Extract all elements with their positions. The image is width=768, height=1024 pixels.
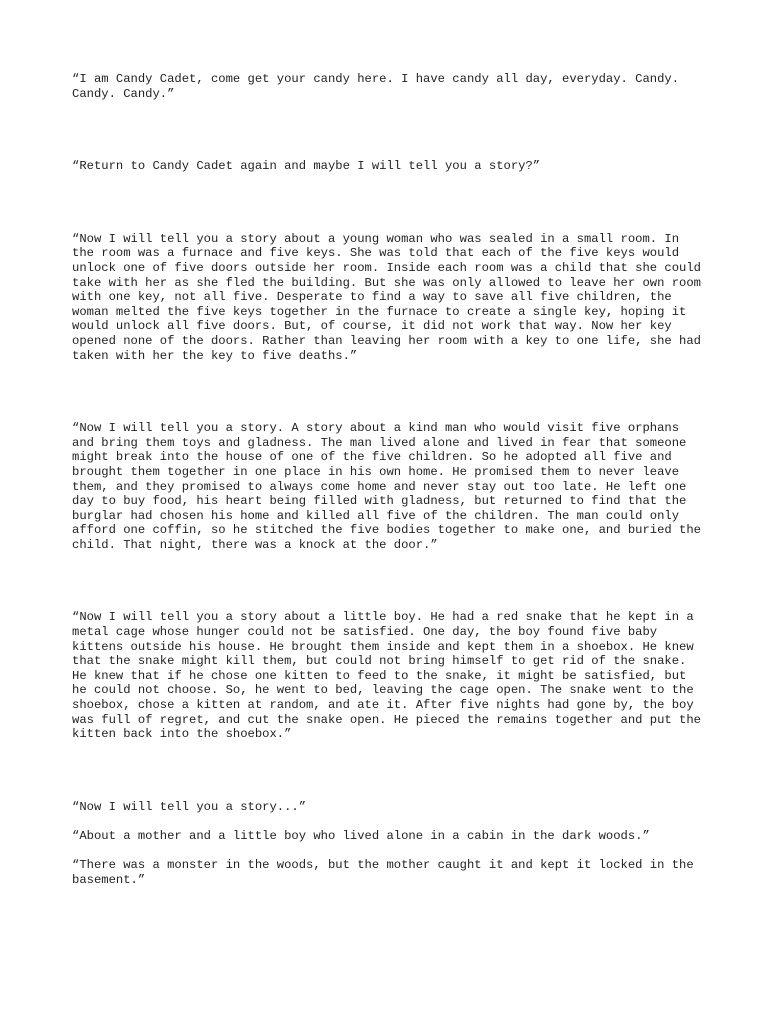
paragraph-return-to-candy-cadet: “Return to Candy Cadet again and maybe I will tell you a story?” — [72, 159, 541, 174]
paragraph-story-kind-man: “Now I will tell you a story. A story about a kind man who would visit five orphans and bring them toys and gladness. The man lived alone and lived in fear that someone might break into the house of one of the five children. So he adopted all five and brought them together in one place in his own home. He promised them to never leave them, and they promised to always come home and never stay out too late. He left one day to buy food, his heart being filled with gladness, but returned to find that the burglar had chosen his home and killed all five of the children. The man could only afford one coffin, so he stitched the five bodies together to make one, and buried the child. That night, there was a knock at the door.” — [72, 421, 701, 552]
document-page — [72, 72, 702, 887]
paragraph-mother-and-boy: “About a mother and a little boy who lived alone in a cabin in the dark woods.” — [72, 829, 650, 843]
paragraph-now-i-will-tell-story: “Now I will tell you a story...” — [72, 799, 307, 814]
paragraph-story-young-woman: “Now I will tell you a story about a young woman who was sealed in a small room. In the room was a furnace and five keys. She was told that each of the five keys would unlock one of five doors outside her room. Inside each room was a child that she could take with her as she fled the building. But she was only allowed to leave her own room with one key, not all five. Desperate to find a way to save all five children, the woman melted the five keys together in the furnace to create a single key, hoping it would unlock all five doors. But, of course, it did not work that way. Now her key opened none of the doors. Rather than leaving her room with a key to one life, she had taken with her the key to five deaths.” — [72, 231, 701, 363]
paragraph-candy-cadet-intro: “I am Candy Cadet, come get your candy here. I have candy all day, everyday. Candy. Candy. Candy.” — [72, 72, 680, 101]
paragraph-monster-in-woods: “There was a monster in the woods, but the mother caught it and kept it locked in the basement.” — [72, 858, 694, 887]
paragraph-story-little-boy-snake: “Now I will tell you a story about a little boy. He had a red snake that he kept in a metal cage whose hunger could not be satisfied. One day, the boy found five baby kittens outside his house. He brought them inside and kept them in a shoebox. He knew that the snake might kill them, but could not bring himself to get rid of the snake. He knew that if he chose one kitten to feed to the snake, it might be satisfied, but he could not choose. So, he went to bed, leaving the cage open. The snake went to the shoebox, chose a kitten at random, and ate it. After five nights had gone by, the boy was full of regret, and cut the snake open. He pieced the remains together and put the kitten back into the shoebox.” — [72, 610, 701, 742]
